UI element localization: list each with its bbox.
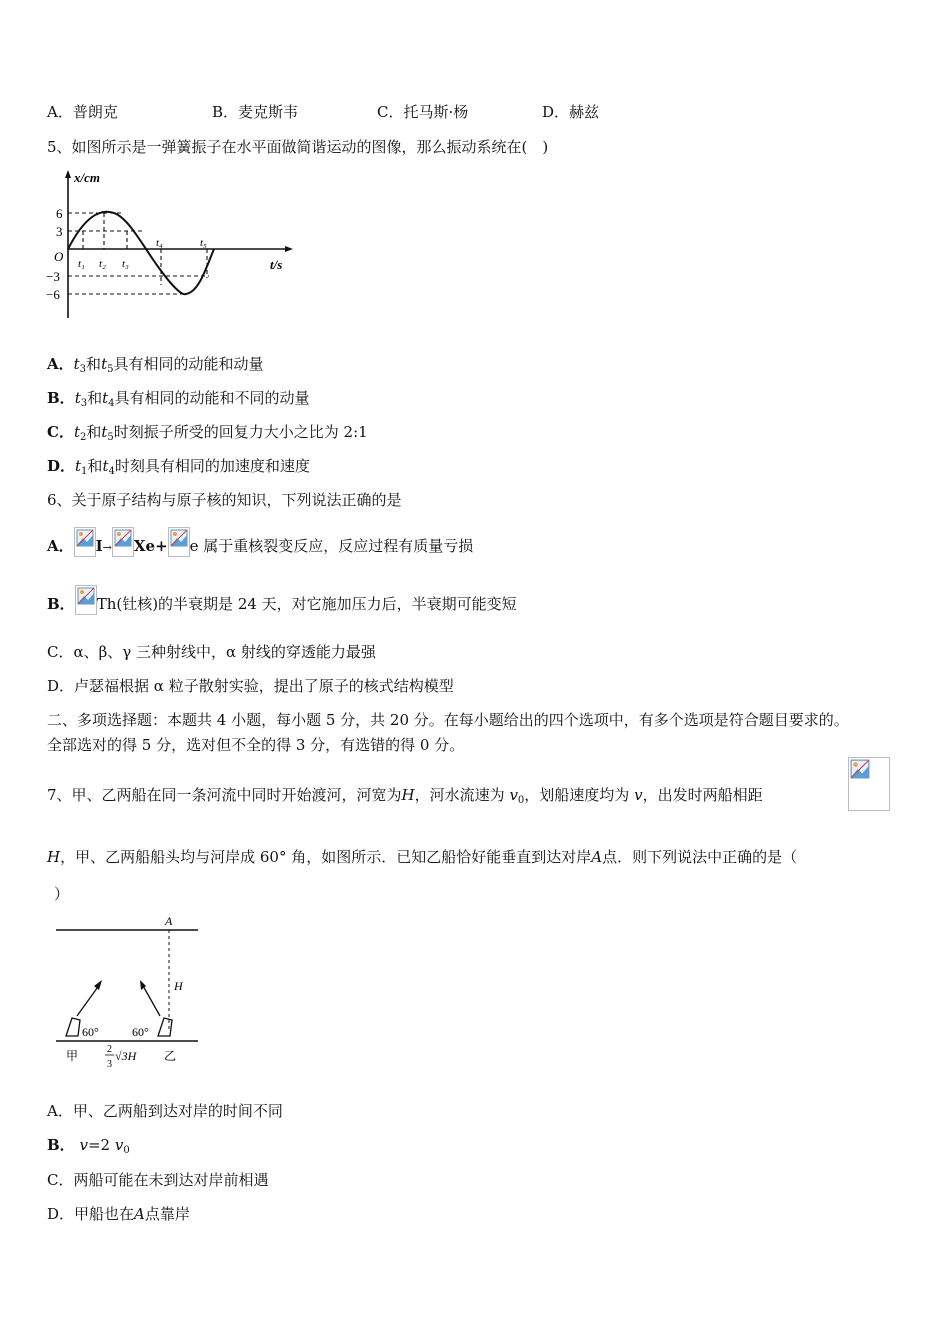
q7-option-d: D．甲船也在A点靠岸 <box>47 1205 190 1223</box>
boat-yi-velocity <box>142 984 160 1016</box>
y-tick-6: 6 <box>56 206 63 221</box>
t3-label: t₃ <box>122 258 129 270</box>
x-axis-arrow-icon <box>285 246 293 252</box>
q4-option-b: B．麦克斯韦 <box>212 103 299 121</box>
section2-line1: 二、多项选择题：本题共 4 小题，每小题 5 分，共 20 分。在每小题给出的四个选项中，有多个选项是符合题目要求的。 <box>47 711 849 729</box>
point-A-label: A <box>165 914 173 928</box>
q6-option-d: D．卢瑟福根据 α 粒子散射实验，提出了原子的核式结构模型 <box>47 677 454 695</box>
oscillation-graph-svg <box>44 168 296 323</box>
q7-river-figure <box>52 912 202 1077</box>
broken-image-icon <box>74 527 96 557</box>
angle-yi-label: 60° <box>132 1025 149 1039</box>
dashed-guides <box>68 213 209 294</box>
t5-label: t₅ <box>200 237 207 249</box>
boat-jia-arrow-icon <box>94 980 102 990</box>
y-tick-3: 3 <box>56 224 63 239</box>
q5-option-d: D．$t_1$和$t_4$时刻具有相同的加速度和速度 <box>47 457 310 477</box>
broken-image-icon <box>75 585 97 615</box>
q7-line1: 7、甲、乙两船在同一条河流中同时开始渡河，河宽为H，河水流速为 $v_0$，划船速度均为 v，出发时两船相距 <box>47 786 763 806</box>
y-axis-label: x/cm <box>74 170 100 185</box>
t4-label: t₄ <box>156 237 163 249</box>
y-axis-arrow-icon <box>65 170 71 178</box>
boat-jia-label: 甲 <box>66 1049 79 1063</box>
q5-stem: 5、如图所示是一弹簧振子在水平面做简谐运动的图像，那么振动系统在( ) <box>47 138 549 156</box>
broken-image-icon <box>112 527 134 557</box>
q7-line3: ） <box>54 885 70 903</box>
distance-rest: √3H <box>115 1049 137 1063</box>
origin-label: O <box>54 249 64 264</box>
q7-option-b: B． v=2 $v_0$ <box>47 1136 130 1156</box>
t1-label: t₁ <box>78 258 85 270</box>
t2-label: t₂ <box>99 258 106 270</box>
q6-option-b: B． Th(钍核)的半衰期是 24 天，对它施加压力后，半衰期可能变短 <box>47 585 517 615</box>
river-figure-svg <box>52 912 202 1077</box>
oscillation-curve <box>68 212 214 294</box>
q6-stem: 6、关于原子结构与原子核的知识，下列说法正确的是 <box>47 491 402 509</box>
boat-jia-velocity <box>77 984 100 1016</box>
broken-image-icon <box>168 527 190 557</box>
q7-option-c: C．两船可能在未到达对岸前相遇 <box>47 1171 269 1189</box>
q4-option-a: A．普朗克 <box>47 103 118 121</box>
q7-option-a: A．甲、乙两船到达对岸的时间不同 <box>47 1102 283 1120</box>
y-tick-neg6: −6 <box>46 287 60 302</box>
broken-image-icon <box>848 757 890 811</box>
angle-jia-label: 60° <box>82 1025 99 1039</box>
q6-option-a: A． I→ Xe+ e 属于重核裂变反应，反应过程有质量亏损 <box>47 527 473 557</box>
q5-oscillation-graph <box>44 168 296 323</box>
q4-options <box>47 102 667 122</box>
boat-yi-label: 乙 <box>164 1049 177 1063</box>
boat-jia <box>66 1018 80 1036</box>
distance-denominator: 3 <box>107 1059 112 1070</box>
height-H-label: H <box>174 979 183 993</box>
q4-option-d: D．赫兹 <box>542 103 600 121</box>
section2-line2: 全部选对的得 5 分，选对但不全的得 3 分，有选错的得 0 分。 <box>47 736 465 754</box>
y-tick-neg3: −3 <box>46 269 60 284</box>
q6-option-c: C．α、β、γ 三种射线中，α 射线的穿透能力最强 <box>47 643 376 661</box>
q7-line2: H，甲、乙两船船头均与河岸成 60° 角，如图所示．已知乙船恰好能垂直到达对岸A点．则下列说法中正确的是（ <box>47 848 798 866</box>
distance-numerator: 2 <box>107 1044 112 1055</box>
q5-option-c: C．$t_2$和$t_5$时刻振子所受的回复力大小之比为 2:1 <box>47 423 368 443</box>
boat-yi <box>158 1018 172 1036</box>
q5-option-a: A．$t_3$和$t_5$具有相同的动能和动量 <box>47 355 264 375</box>
q5-option-b: B．$t_3$和$t_4$具有相同的动能和不同的动量 <box>47 389 310 409</box>
q4-option-c: C．托马斯·杨 <box>377 103 469 121</box>
x-axis-label: t/s <box>270 257 283 272</box>
